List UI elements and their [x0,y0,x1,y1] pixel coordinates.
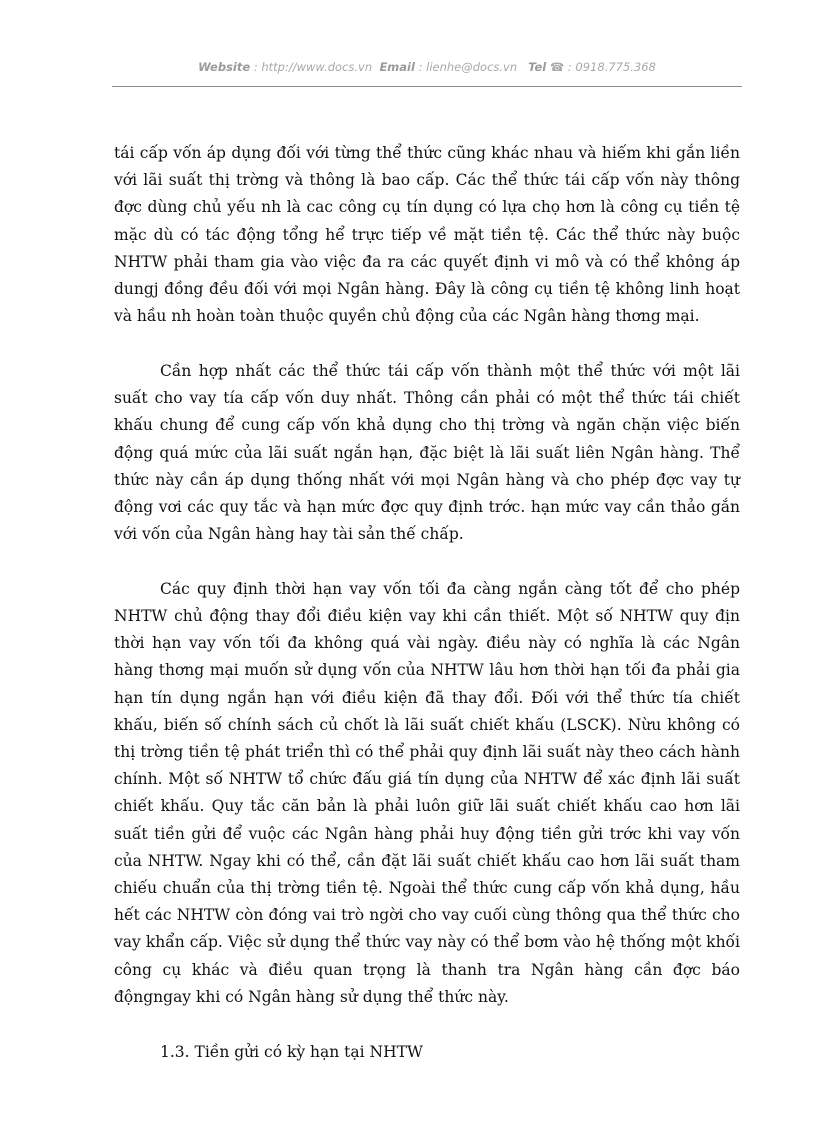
paragraph-3: Các quy định thời hạn vay vốn tối đa càng ngắn càng tốt để cho phép NHTW chủ động thay đổi điều kiện vay khi cần thiết. Một số NHTW quy địn thời hạn vay vốn tối đa không quá vài ngày. điều này có nghĩa là các Ngân hàng thơng mại muốn sử dụng vốn của NHTW lâu hơn thời hạn tối đa phải gia hạn tín dụng ngắn hạn với điều kiện đã thay đổi. Đối với thể thức tía chiết khấu, biến số chính sách củ chốt là lãi suất chiết khấu (LSCK). Nừu không có thị trờng tiền tệ phát triển thì có thể phải quy định lãi suất này theo cách hành chính. Một số NHTW tổ chức đấu giá tín dụng của NHTW để xác định lãi suất chiết khấu. Quy tắc căn bản là phải luôn giữ lãi suất chiết khấu cao hơn lãi suất tiền gửi để vuộc các Ngân hàng phải huy động tiền gửi trớc khi vay vốn của NHTW. Ngay khi có thể, cần đặt lãi suất chiết khấu cao hơn lãi suất tham chiếu chuẩn của thị trờng tiền tệ. Ngoài thể thức cung cấp vốn khả dụng, hầu hết các NHTW còn đóng vai trò ngời cho vay cuối cùng thông qua thể thức cho vay khẩn cấp. Việc sử dụng thể thức vay này có thể bơm vào hệ thống một khối công cụ khác và điều quan trọng là thanh tra Ngân hàng cần đợc báo độngngay khi có Ngân hàng sử dụng thể thức này. [114,579,740,1006]
paragraph-2: Cần hợp nhất các thể thức tái cấp vốn thành một thể thức với một lãi suất cho vay tía cấp vốn duy nhất. Thông cần phải có một thể thức tái chiết khấu chung để cung cấp vốn khả dụng cho thị trờng và ngăn chặn việc biến động quá mức của lãi suất ngắn hạn, đặc biệt là lãi suất liên Ngân hàng. Thể thức này cần áp dụng thống nhất với mọi Ngân hàng và cho phép đợc vay tự động vơi các quy tắc và hạn mức đợc quy định trớc. hạn mức vay cần thảo gắn với vốn của Ngân hàng hay tài sản thế chấp. [114,361,740,544]
website-label: Website [198,60,251,74]
section-heading: 1.3. Tiền gửi có kỳ hạn tại NHTW [160,1042,423,1061]
email-address: : lienhe@docs.vn [418,60,518,74]
tel-label: Tel [528,60,547,74]
email-label: Email [379,60,415,74]
header-divider [112,86,742,87]
document-body [114,140,740,1066]
paragraph-1: tái cấp vốn áp dụng đối với từng thể thức cũng khác nhau và hiếm khi gắn liền với lãi suất thị trờng và thông là bao cấp. Các thể thức tái cấp vốn này thông đợc dùng chủ yếu nh là cac công cụ tín dụng có lựa chọ hơn là công cụ tiền tệ mặc dù có tác động tổng hể trực tiếp về mặt tiền tệ. Các thể thức này buộc NHTW phải tham gia vào việc đa ra các quyết định vi mô và có thể không áp dungj đồng đều đối với mọi Ngân hàng. Đây là công cụ tiền tệ không linh hoạt và hầu nh hoàn toàn thuộc quyền chủ động của các Ngân hàng thơng mại. [114,144,740,326]
phone-number: ☎ : 0918.775.368 [549,60,656,74]
page-header [112,60,742,74]
website-url: : http://www.docs.vn [253,60,373,74]
